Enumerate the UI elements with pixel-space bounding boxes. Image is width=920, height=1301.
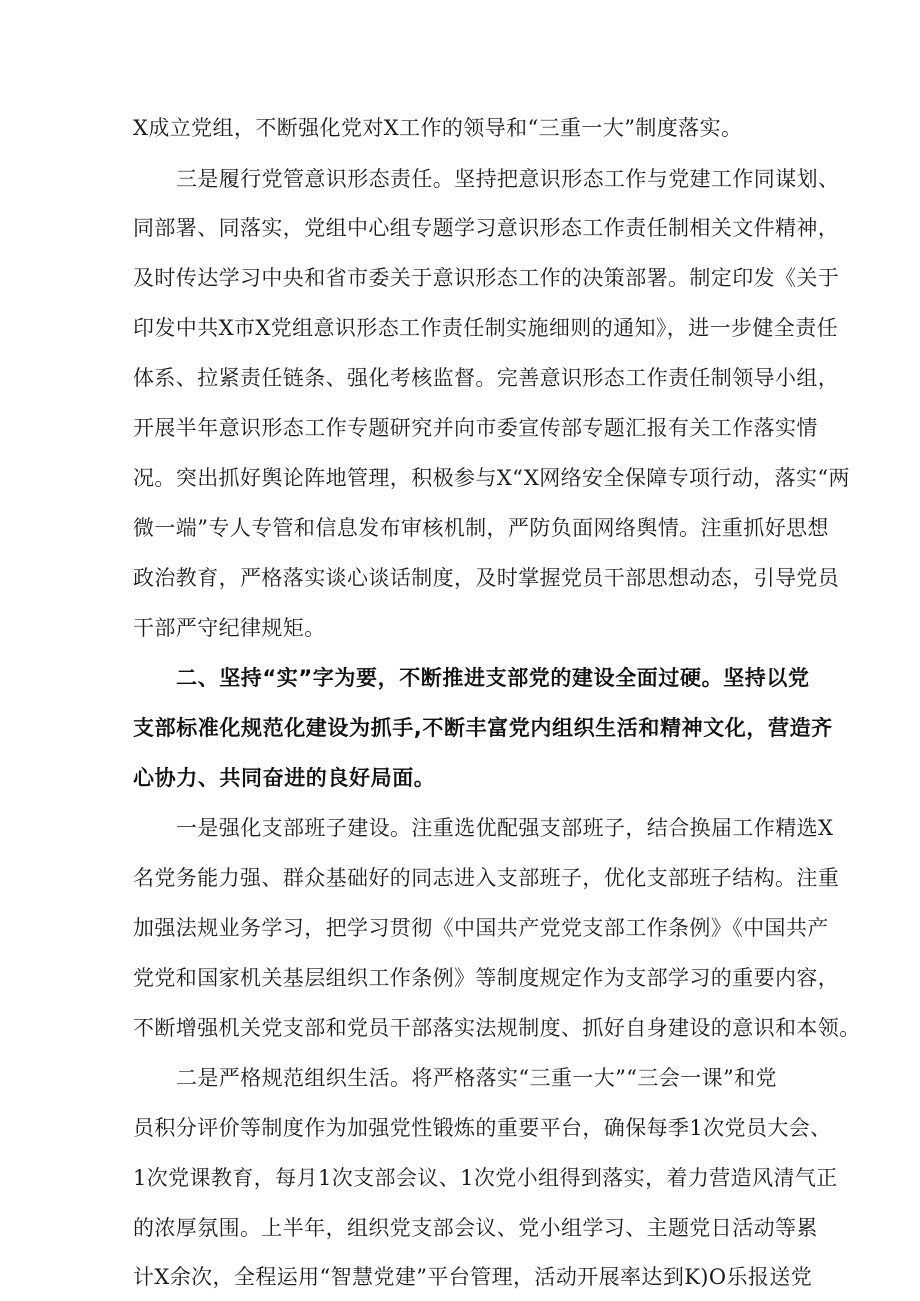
text-line: 体系、拉紧责任链条、强化考核监督。完善意识形态工作责任制领导小组， (133, 366, 840, 390)
text-line: 及时传达学习中央和省市委关于意识形态工作的决策部署。制定印发《关于 (133, 266, 840, 290)
text-line: 一是强化支部班子建设。注重选优配强支部班子，结合换届工作精选X (176, 816, 834, 840)
text-line: 三是履行党管意识形态责任。坚持把意识形态工作与党建工作同谋划、 (176, 167, 840, 191)
text-line: 计X余次，全程运用“智慧党建”平台管理，活动开展率达到K)O乐报送党 (133, 1265, 813, 1289)
text-line: 不断增强机关党支部和党员干部落实法规制度、抓好自身建设的意识和本领。 (133, 1016, 861, 1040)
section-heading-line: 心协力、共同奋进的良好局面。 (133, 766, 436, 790)
text-line: 加强法规业务学习，把学习贯彻《中国共产党党支部工作条例》《中国共产 (133, 916, 829, 940)
text-line: 印发中共X市X党组意识形态工作责任制实施细则的通知》，进一步健全责任 (133, 316, 838, 340)
text-line: X成立党组，不断强化党对X工作的领导和“三重一大”制度落实。 (133, 116, 743, 140)
section-heading-line: 支部标准化规范化建设为抓手,不断丰富党内组织生活和精神文化，营造齐 (133, 716, 833, 740)
text-line: 的浓厚氛围。上半年，组织党支部会议、党小组学习、主题党日活动等累 (133, 1216, 818, 1240)
text-line: 微一端”专人专管和信息发布审核机制，严防负面网络舆情。注重抓好思想 (133, 516, 829, 540)
text-line: 党党和国家机关基层组织工作条例》等制度规定作为支部学习的重要内容， (133, 966, 840, 990)
text-line: 开展半年意识形态工作专题研究并向市委宣传部专题汇报有关工作落实情 (133, 416, 818, 440)
text-line: 政治教育，严格落实谈心谈话制度，及时掌握党员干部思想动态，引导党员 (133, 566, 840, 590)
text-line: 同部署、同落实，党组中心组专题学习意识形态工作责任制相关文件精神， (133, 216, 840, 240)
text-line: 1次党课教育，每月1次支部会议、1次党小组得到落实，着力营造风清气正 (133, 1166, 838, 1190)
text-line: 名党务能力强、群众基础好的同志进入支部班子，优化支部班子结构。注重 (133, 866, 840, 890)
text-line: 员积分评价等制度作为加强党性锻炼的重要平台，确保每季1次党员大会、 (133, 1116, 832, 1140)
section-heading-line: 二、坚持“实”字为要，不断推进支部党的建设全面过硬。坚持以党 (176, 666, 810, 690)
text-line: 干部严守纪律规矩。 (133, 616, 326, 640)
text-line: 况。突出抓好舆论阵地管理，积极参与X“X网络安全保障专项行动，落实“两 (133, 466, 850, 490)
text-line: 二是严格规范组织生活。将严格落实“三重一大”“三会一课”和党 (176, 1066, 777, 1090)
